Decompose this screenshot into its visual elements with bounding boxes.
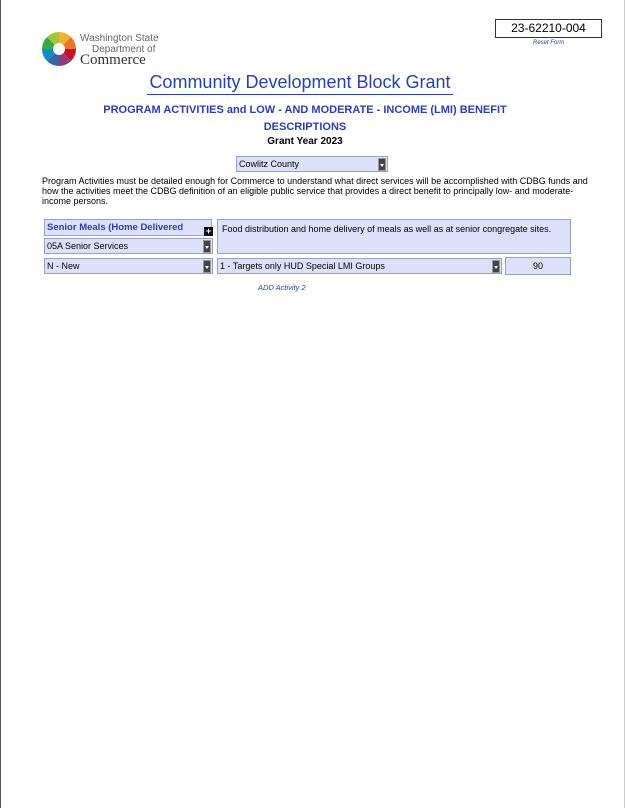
logo-text: Department of xyxy=(92,44,156,55)
chevron-down-icon[interactable] xyxy=(378,158,386,171)
page-title: Community Development Block Grant xyxy=(147,72,453,95)
lmi-percent-field[interactable] xyxy=(505,257,571,275)
activity-name-value: Senior Meals (Home Delivered xyxy=(47,222,184,233)
county-select[interactable] xyxy=(236,156,388,172)
activity-status-select[interactable] xyxy=(44,258,213,274)
activity-description-field[interactable]: Food distribution and home delivery of meals as well as at senior congregate sites. xyxy=(217,219,571,254)
grant-year-label: Grant Year 2023 xyxy=(267,136,343,147)
lmi-type-value: 1 - Targets only HUD Special LMI Groups xyxy=(220,261,385,271)
activity-category-value: 05A Senior Services xyxy=(47,241,129,251)
chevron-down-icon[interactable] xyxy=(492,260,500,273)
activity-name-field[interactable] xyxy=(44,219,212,236)
add-activity-button[interactable]: ADD Activity 2 xyxy=(258,283,306,292)
chevron-down-icon[interactable] xyxy=(203,260,211,273)
chevron-down-icon[interactable] xyxy=(203,240,211,253)
activity-category-select[interactable] xyxy=(44,238,213,254)
logo-text: Washington State xyxy=(80,33,159,44)
lmi-percent-value: 90 xyxy=(532,261,543,271)
reset-form-button[interactable]: Reset Form xyxy=(533,40,565,46)
section-heading: DESCRIPTIONS xyxy=(263,121,347,133)
activity-status-value: N - New xyxy=(47,261,80,271)
intro-text: must be detailed enough for Commerce to understand what direct services will be accomplished with CDBG funds and how the activities meet the CDBG definition of an eligible public service that provides a direct benefit to principally low- and moderate-income persons. xyxy=(42,176,588,206)
intro-paragraph xyxy=(42,176,590,206)
form-id-box: 23-62210-004 xyxy=(495,19,602,38)
county-select-value: Cowlitz County xyxy=(239,159,300,169)
intro-lead: Program Activities xyxy=(42,176,115,186)
lmi-type-select[interactable] xyxy=(217,258,502,274)
logo-text: Commerce xyxy=(80,52,146,68)
add-icon[interactable]: + xyxy=(205,226,212,236)
page-border xyxy=(0,0,1,808)
section-heading: PROGRAM ACTIVITIES and LOW - AND MODERATE - INCOME (LMI) BENEFIT xyxy=(103,104,507,116)
